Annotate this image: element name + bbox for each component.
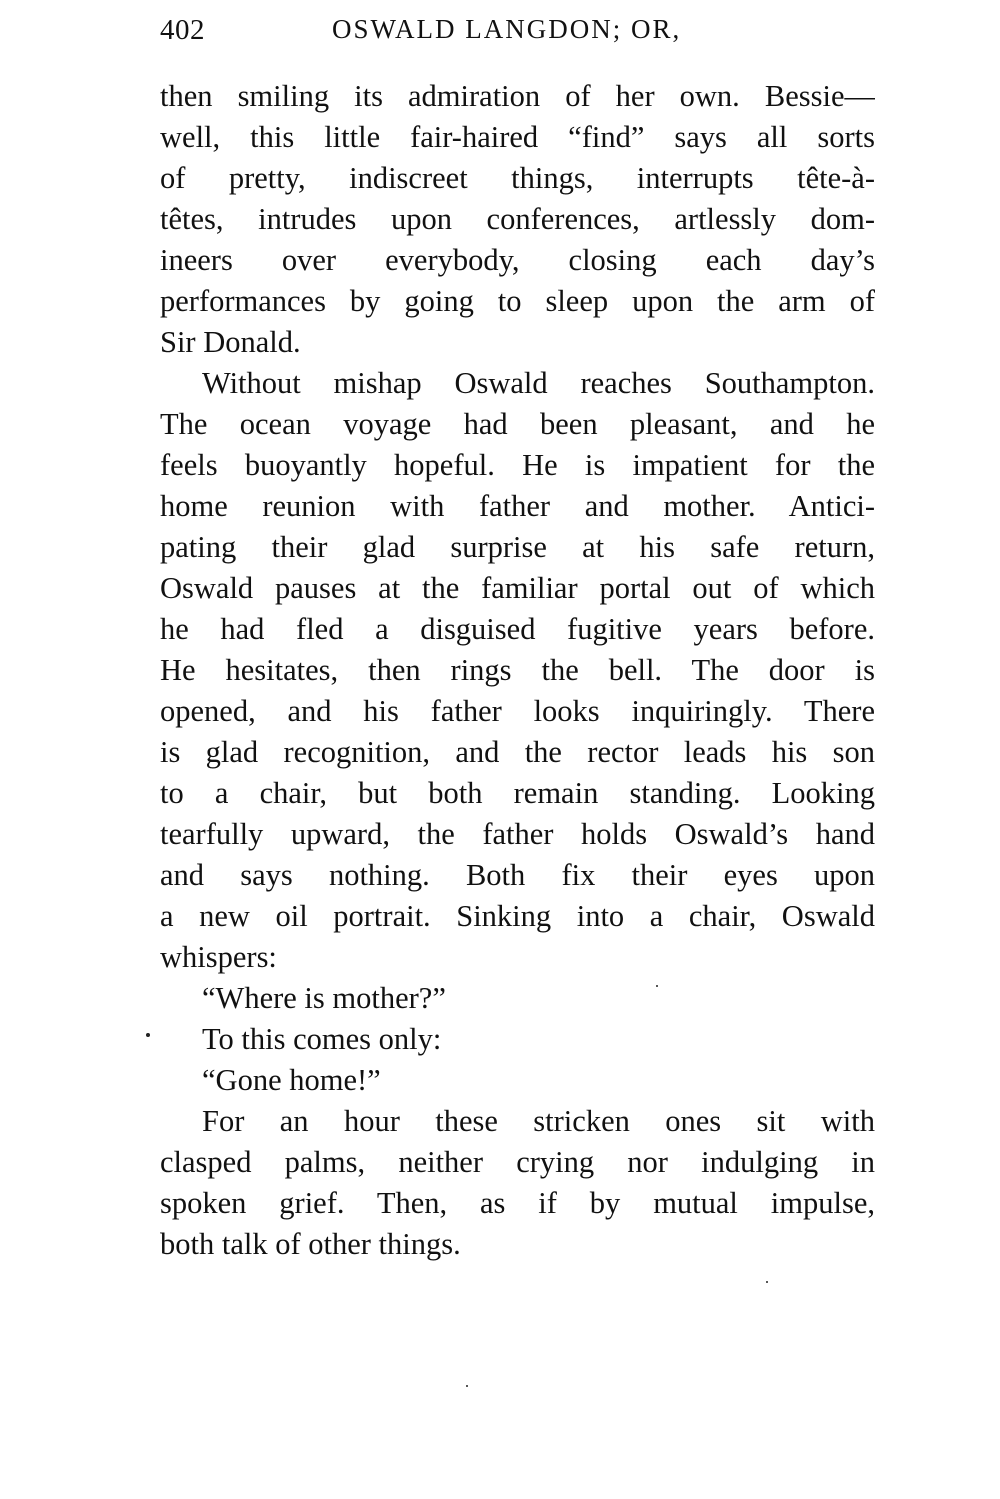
paragraph: [160, 76, 875, 363]
text-line: to a chair, but both remain standing. Looking: [160, 776, 875, 810]
ink-speck: [656, 985, 658, 987]
text-line: pating their glad surprise at his safe return,: [160, 530, 875, 564]
text-line: The ocean voyage had been pleasant, and he: [160, 407, 875, 441]
running-head: OSWALD LANGDON; OR,: [332, 14, 682, 44]
text-line: He hesitates, then rings the bell. The door is: [160, 653, 875, 687]
text-line: both talk of other things.: [160, 1227, 461, 1261]
text-line: and says nothing. Both fix their eyes upon: [160, 858, 875, 892]
ink-speck: [766, 1281, 768, 1283]
text-line: opened, and his father looks inquiringly. There: [160, 694, 875, 728]
page-header: [160, 14, 880, 62]
text-line: clasped palms, neither crying nor indulging in: [160, 1145, 875, 1179]
text-line: then smiling its admiration of her own. Bessie—: [160, 79, 875, 113]
text-line: “Where is mother?”: [202, 981, 446, 1015]
ink-speck: [146, 1033, 150, 1037]
text-line: “Gone home!”: [202, 1063, 381, 1097]
paragraph: [160, 1101, 875, 1265]
ink-speck: [466, 1385, 468, 1387]
text-line: is glad recognition, and the rector leads his son: [160, 735, 875, 769]
text-line: home reunion with father and mother. Antici-: [160, 489, 875, 523]
text-line: performances by going to sleep upon the arm of: [160, 284, 875, 318]
text-line: têtes, intrudes upon conferences, artlessly dom-: [160, 202, 875, 236]
paragraph: [160, 978, 875, 1019]
paragraph: [160, 1060, 875, 1101]
text-line: well, this little fair-haired “find” says all sorts: [160, 120, 875, 154]
text-line: Without mishap Oswald reaches Southampton.: [202, 366, 875, 400]
text-line: Oswald pauses at the familiar portal out of which: [160, 571, 875, 605]
text-line: Sir Donald.: [160, 325, 301, 359]
text-line: of pretty, indiscreet things, interrupts tête-à-: [160, 161, 875, 195]
text-line: spoken grief. Then, as if by mutual impulse,: [160, 1186, 875, 1220]
text-line: feels buoyantly hopeful. He is impatient for the: [160, 448, 875, 482]
text-line: tearfully upward, the father holds Oswald’s hand: [160, 817, 875, 851]
text-line: For an hour these stricken ones sit with: [202, 1104, 875, 1138]
paragraph: [160, 363, 875, 978]
text-line: ineers over everybody, closing each day’s: [160, 243, 875, 277]
page-number: 402: [160, 14, 205, 46]
text-line: a new oil portrait. Sinking into a chair, Oswald: [160, 899, 875, 933]
text-line: he had fled a disguised fugitive years before.: [160, 612, 875, 646]
text-line: To this comes only:: [202, 1022, 442, 1056]
paragraph: [160, 1019, 875, 1060]
body-text: [160, 76, 875, 1265]
text-line: whispers:: [160, 940, 277, 974]
